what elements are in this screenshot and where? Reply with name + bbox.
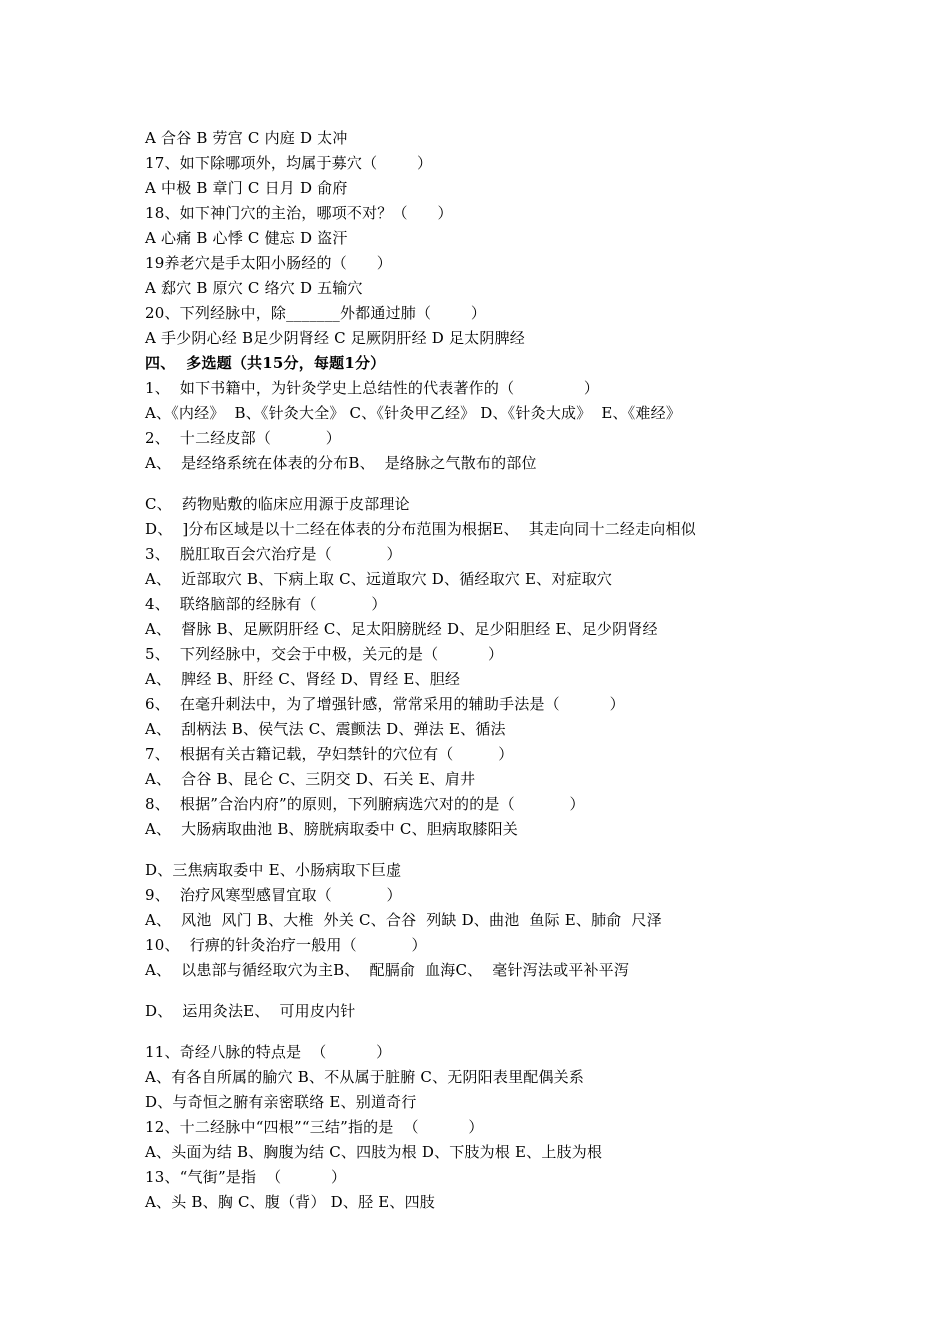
- text-line: 12、十二经脉中“四根”“三结”指的是 （ ）: [145, 1118, 484, 1136]
- document-body: [145, 126, 905, 1215]
- text-line: 5、 下列经脉中，交会于中极，关元的是（ ）: [145, 645, 504, 663]
- text-line: A、 大肠病取曲池 B、膀胱病取委中 C、胆病取膝阳关: [145, 820, 519, 838]
- paragraph-gap: [145, 1024, 905, 1040]
- text-line: D、 运用灸法E、 可用皮内针: [145, 1002, 356, 1020]
- text-line: 11、奇经八脉的特点是 （ ）: [145, 1043, 392, 1061]
- text-line: 8、 根据”合治内府”的原则，下列腑病选穴对的的是（ ）: [145, 795, 585, 813]
- text-line: A 手少阴心经 B足少阴肾经 C 足厥阴肝经 D 足太阴脾经: [145, 329, 525, 347]
- text-line: A、 是经络系统在体表的分布B、 是络脉之气散布的部位: [145, 454, 537, 472]
- text-line: D、与奇恒之腑有亲密联络 E、别道奇行: [145, 1093, 417, 1111]
- text-line: 4、 联络脑部的经脉有（ ）: [145, 595, 387, 613]
- text-line: 17、如下除哪项外，均属于募穴（ ）: [145, 154, 433, 172]
- text-line: A、 风池 风门 B、大椎 外关 C、合谷 列缺 D、曲池 鱼际 E、肺俞 尺泽: [145, 911, 662, 929]
- text-line: 2、 十二经皮部（ ）: [145, 429, 341, 447]
- text-line: A、头面为结 B、胸腹为结 C、四肢为根 D、下肢为根 E、上肢为根: [145, 1143, 603, 1161]
- paragraph-gap: [145, 983, 905, 999]
- text-line: 3、 脱肛取百会穴治疗是（ ）: [145, 545, 402, 563]
- text-line: A、 合谷 B、昆仑 C、三阴交 D、石关 E、肩井: [145, 770, 476, 788]
- text-line: 6、 在毫升刺法中，为了增强针感，常常采用的辅助手法是（ ）: [145, 695, 625, 713]
- text-line: A 郄穴 B 原穴 C 络穴 D 五输穴: [145, 279, 363, 297]
- text-line: 18、如下神门穴的主治，哪项不对？（ ）: [145, 204, 453, 222]
- text-line: A、 以患部与循经取穴为主B、 配膈俞 血海C、 毫针泻法或平补平泻: [145, 961, 630, 979]
- text-line: A、 近部取穴 B、下病上取 C、远道取穴 D、循经取穴 E、对症取穴: [145, 570, 613, 588]
- text-line: 7、 根据有关古籍记载，孕妇禁针的穴位有（ ）: [145, 745, 514, 763]
- text-line: A 中极 B 章门 C 日月 D 俞府: [145, 179, 348, 197]
- text-line: 13、“气街”是指 （ ）: [145, 1168, 347, 1186]
- text-line: D、三焦病取委中 E、小肠病取下巨虚: [145, 861, 402, 879]
- text-line: A、头 B、胸 C、腹（背） D、胫 E、四肢: [145, 1193, 435, 1211]
- text-line: A、有各自所属的腧穴 B、不从属于脏腑 C、无阴阳表里配偶关系: [145, 1068, 585, 1086]
- text-line: 10、 行痹的针灸治疗一般用（ ）: [145, 936, 427, 954]
- text-line: A、 督脉 B、足厥阴肝经 C、足太阳膀胱经 D、足少阳胆经 E、足少阴肾经: [145, 620, 658, 638]
- text-line: A、 脾经 B、肝经 C、肾经 D、胃经 E、胆经: [145, 670, 461, 688]
- text-line: A、《内经》 B、《针灸大全》 C、《针灸甲乙经》 D、《针灸大成》 E、《难经》: [145, 404, 682, 422]
- text-line: D、 ]分布区域是以十二经在体表的分布范围为根据E、 其走向同十二经走向相似: [145, 520, 696, 538]
- text-line: A 合谷 B 劳宫 C 内庭 D 太冲: [145, 129, 348, 147]
- paragraph-gap: [145, 476, 905, 492]
- text-line: A 心痛 B 心悸 C 健忘 D 盗汗: [145, 229, 348, 247]
- text-line: 20、下列经脉中，除_______外都通过肺（ ）: [145, 304, 487, 322]
- text-line: C、 药物贴敷的临床应用源于皮部理论: [145, 495, 410, 513]
- text-line: 1、 如下书籍中，为针灸学史上总结性的代表著作的（ ）: [145, 379, 600, 397]
- paragraph-gap: [145, 842, 905, 858]
- text-line: 19养老穴是手太阳小肠经的（ ）: [145, 254, 392, 272]
- text-line: 9、 治疗风寒型感冒宜取（ ）: [145, 886, 402, 904]
- text-line: A、 刮柄法 B、侯气法 C、震颤法 D、弹法 E、循法: [145, 720, 506, 738]
- section-heading: 四、 多选题（共15分，每题1分）: [145, 354, 386, 372]
